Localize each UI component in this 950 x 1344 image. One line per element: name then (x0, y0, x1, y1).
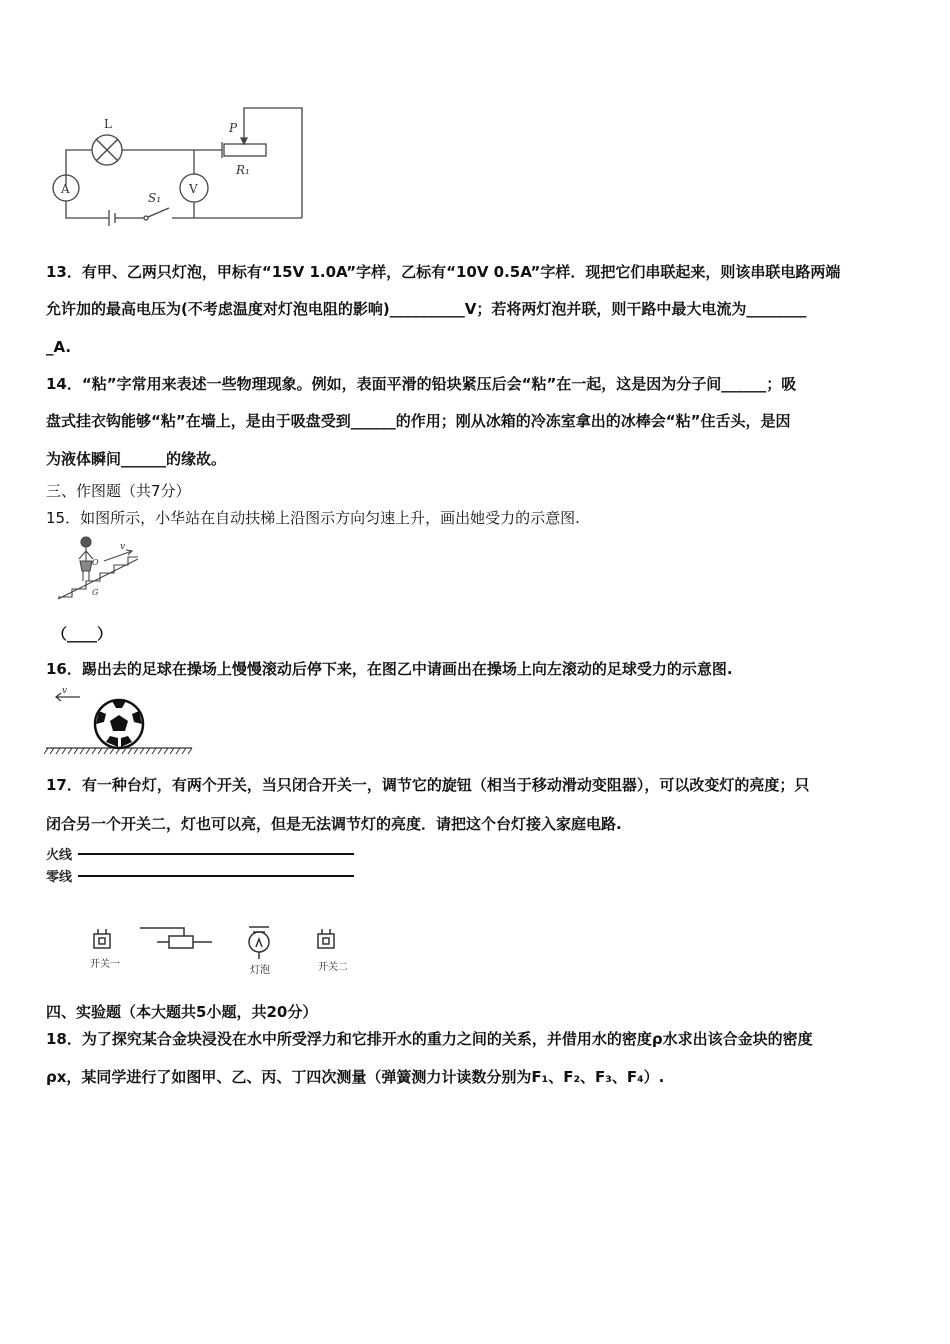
circuit-diagram (44, 100, 314, 230)
q14-line2: 盘式挂衣钩能够“粘”在墙上，是由于吸盘受到______的作用；刚从冰箱的冷冻室拿出的冰棒会“粘”住舌头，是因 (46, 412, 791, 430)
q17-line1: 17．有一种台灯，有两个开关，当只闭合开关一，调节它的旋钮（相当于移动滑动变阻器），可以改变灯的亮度；只 (46, 776, 810, 794)
q16-fig-v: v (62, 686, 68, 696)
circuit-label-L: L (104, 117, 112, 131)
switch-two-label: 开关二 (318, 962, 348, 973)
q13-line3: _A. (46, 338, 72, 356)
q15-fig-g: G (92, 588, 99, 597)
rheostat-icon (140, 928, 212, 948)
escalator-figure (52, 535, 147, 601)
switch-label-S1: S₁ (148, 191, 162, 205)
switch-one-icon (94, 929, 110, 948)
switch-two-icon (318, 929, 334, 948)
q13-line1: 13．有甲、乙两只灯泡，甲标有“15V 1.0A”字样，乙标有“10V 0.5A”字样．现把它们串联起来，则该串联电路两端 (46, 263, 841, 281)
neutral-wire-label: 零线 (46, 870, 73, 885)
bulb-label: 灯泡 (250, 965, 270, 976)
section-3-heading: 三、作图题（共7分） (46, 482, 191, 500)
household-circuit-figure (44, 843, 364, 983)
football-icon (95, 700, 143, 748)
q14-line1: 14．“粘”字常用来表述一些物理现象。例如，表面平滑的铅块紧压后会“粘”在一起，这是因为分子间______；吸 (46, 375, 797, 393)
live-wire-label: 火线 (46, 848, 73, 863)
switch-one-label: 开关一 (90, 959, 120, 970)
ammeter-label: A (61, 182, 70, 196)
section-4-heading: 四、实验题（本大题共5小题，共20分） (46, 1003, 318, 1021)
q18-line1: 18．为了探究某合金块浸没在水中所受浮力和它排开水的重力之间的关系，并借用水的密度ρ水求出该合金块的密度 (46, 1030, 813, 1048)
q15-fig-v: v (120, 542, 126, 552)
q17-line2: 闭合另一个开关二，灯也可以亮，但是无法调节灯的亮度．请把这个台灯接入家庭电路. (46, 815, 622, 833)
circuit-label-R1: R₁ (236, 163, 250, 177)
football-figure (44, 684, 194, 758)
q14-line3: 为液体瞬间______的缘故。 (46, 450, 227, 468)
circuit-label-P: P (229, 121, 238, 135)
q15-answer-blank: （____） (52, 625, 113, 643)
q15-text: 15．如图所示，小华站在自动扶梯上沿图示方向匀速上升，画出她受力的示意图. (46, 509, 580, 527)
q18-line2: ρx，某同学进行了如图甲、乙、丙、丁四次测量（弹簧测力计读数分别为F₁、F₂、F₃、F₄）. (46, 1068, 665, 1086)
q15-fig-o: O (92, 558, 99, 567)
bulb-icon (249, 927, 269, 959)
q13-line2: 允许加的最高电压为(不考虑温度对灯泡电阻的影响)__________V；若将两灯泡并联，则干路中最大电流为________ (46, 300, 807, 318)
voltmeter-label: V (189, 182, 198, 196)
q16-text: 16．踢出去的足球在操场上慢慢滚动后停下来，在图乙中请画出在操场上向左滚动的足球受力的示意图. (46, 660, 733, 678)
